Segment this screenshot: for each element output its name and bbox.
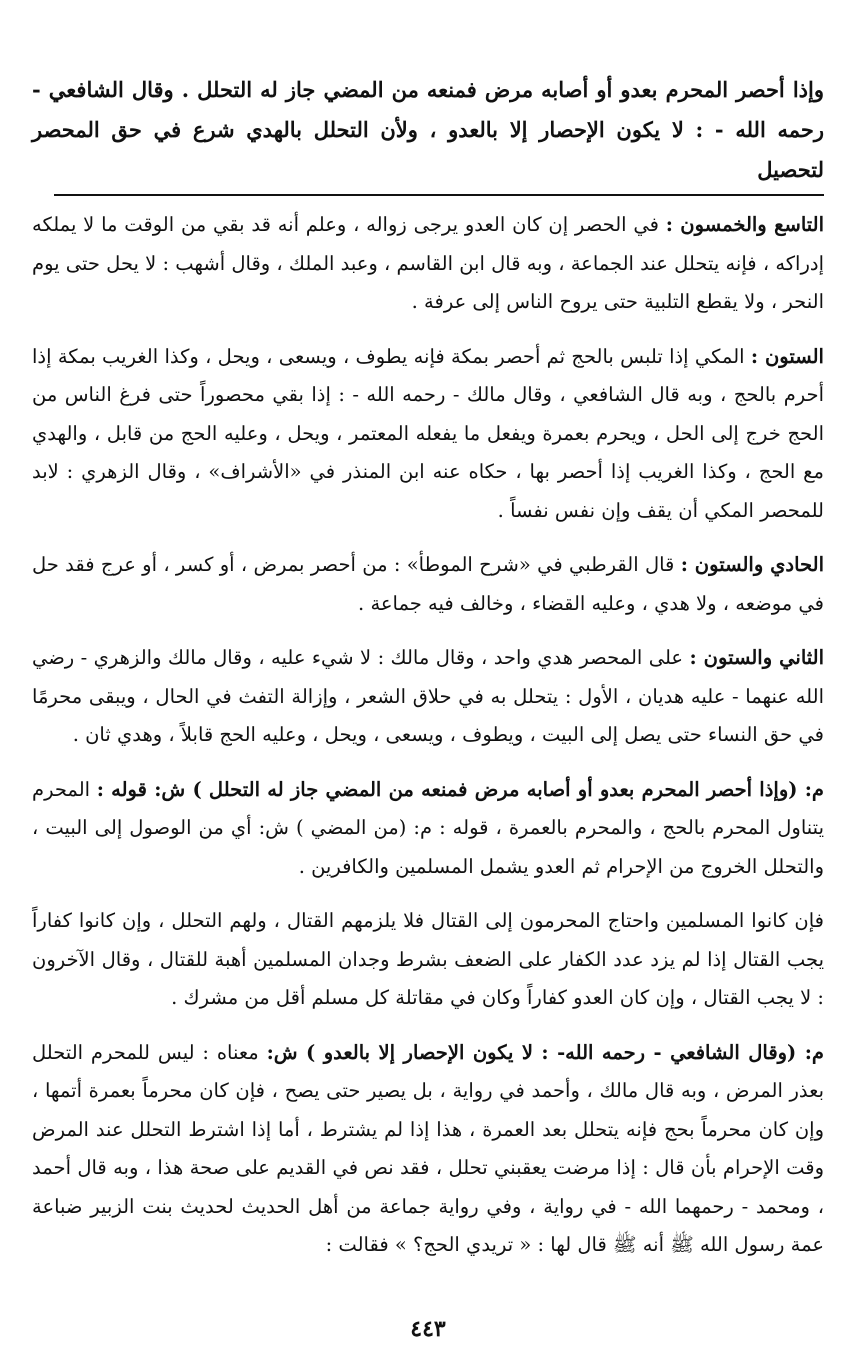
paragraph-text: المحرم يتناول المحرم بالحج ، والمحرم بالعمرة ، قوله : م: (من المضي ) ش: أي من الوصول إلى البيت ، والتحلل الخروج من الإحرام ثم العدو يشمل المسلمين والكافرين . (32, 777, 824, 878)
paragraph-59 (32, 206, 824, 322)
page-number: ٤٤٣ (410, 1316, 446, 1342)
paragraph-text: في الحصر إن كان العدو يرجى زواله ، وعلم أنه قد بقي من الوقت ما لا يملكه إدراكه ، فإنه يتحلل عند الجماعة ، وبه قال ابن القاسم ، وعبد الملك ، وقال أشهب : لا يحل حتى يوم النحر ، ولا يقطع التلبية حتى يروح الناس إلى عرفة . (32, 213, 824, 313)
paragraph-62 (32, 639, 824, 755)
paragraph-lead: الثاني والستون : (689, 646, 825, 669)
main-text: وإذا أحصر المحرم بعدو أو أصابه مرض فمنعه من المضي جاز له التحلل . وقال الشافعي - رحمه الله - : لا يكون الإحصار إلا بالعدو ، ولأن التحلل بالهدي شرع في حق المحصر لتحصيل (32, 77, 824, 182)
paragraph-qital (32, 902, 824, 1018)
paragraph-lead: م: (وقال الشافعي - رحمه الله- : لا يكون الإحصار إلا بالعدو ) ش: (266, 1040, 824, 1064)
paragraph-text: فإن كانوا المسلمين واحتاج المحرمون إلى القتال فلا يلزمهم القتال ، ولهم التحلل ، وإن كانوا كفاراً يجب القتال إذا لم يزد عدد الكفار على الضعف بشرط وجدان المسلمين أهبة للقتال ، وقال الآخرون : لا يجب القتال ، وإن كان العدو كفاراً وكان في مقاتلة كل مسلم أقل من مشرك . (32, 909, 824, 1009)
paragraph-text: المكي إذا تلبس بالحج ثم أحصر بمكة فإنه يطوف ، ويسعى ، ويحل ، وكذا الغريب بمكة إذا أحرم بالحج ، وبه قال الشافعي ، وقال مالك - رحمه الله - : إذا بقي محصوراً حتى فرغ الناس من الحج خرج إلى الحل ، ويحرم بعمرة ويفعل ما يفعله المعتمر ، ويحل ، وعليه الحج من قابل ، والهدي مع الحج ، وكذا الغريب إذا أحصر بها ، حكاه عنه ابن المنذر في «الأشراف» ، وقال الزهري : لابد للمحصر المكي أن يقف وإن نفس نفساً . (32, 344, 824, 522)
paragraph-text: على المحصر هدي واحد ، وقال مالك : لا شيء عليه ، وقال مالك والزهري - رضي الله عنهما - عليه هديان ، الأول : يتحلل به في حلاق الشعر ، وإزالة التفث في الحال ، ويبقى محرمًا في حق النساء حتى يصل إلى البيت ، ويطوف ، ويسعى ، ويحل ، وعليه الحج قابلاً ، وهدي ثان . (32, 646, 824, 746)
paragraph-60 (32, 338, 824, 531)
paragraph-lead: الستون : (750, 344, 824, 368)
paragraph-matn-shafii (32, 1034, 824, 1265)
paragraph-61 (32, 546, 824, 623)
separator-rule (54, 194, 824, 196)
paragraph-text: قال القرطبي في «شرح الموطأ» : من أحصر بمرض ، أو كسر ، أو عرج فقد حل في موضعه ، ولا هدي ، وعليه القضاء ، وخالف فيه جماعة . (32, 553, 824, 615)
paragraph-lead: م: (وإذا أحصر المحرم بعدو أو أصابه مرض فمنعه من المضي جاز له التحلل ) ش: قوله : (96, 777, 824, 801)
paragraph-lead: التاسع والخمسون : (665, 213, 825, 236)
paragraph-lead: الحادي والستون : (680, 553, 824, 576)
commentary (32, 206, 824, 1265)
paragraph-text: معناه : ليس للمحرم التحلل بعذر المرض ، وبه قال مالك ، وأحمد في رواية ، بل يصير حتى يصح ، فإن كان محرماً بعمرة أتمها ، وإن كان محرماً بحج فإنه يتحلل بعد العمرة ، هذا إذا لم يشترط ، أما إذا اشترط التحلل عند المرض وقت الإحرام بأن قال : إذا مرضت يعقبني تحلل ، فقد نص في القديم على صحة هذا ، وبه قال أحمد ، ومحمد - رحمهما الله - في رواية ، وفي رواية جماعة من أهل الحديث لحديث بنت الزبير ضباعة عمة رسول الله ﷺ أنه ﷺ قال لها : « تريدي الحج؟ » فقالت : (32, 1040, 824, 1256)
paragraph-matn-ihsar (32, 771, 824, 887)
